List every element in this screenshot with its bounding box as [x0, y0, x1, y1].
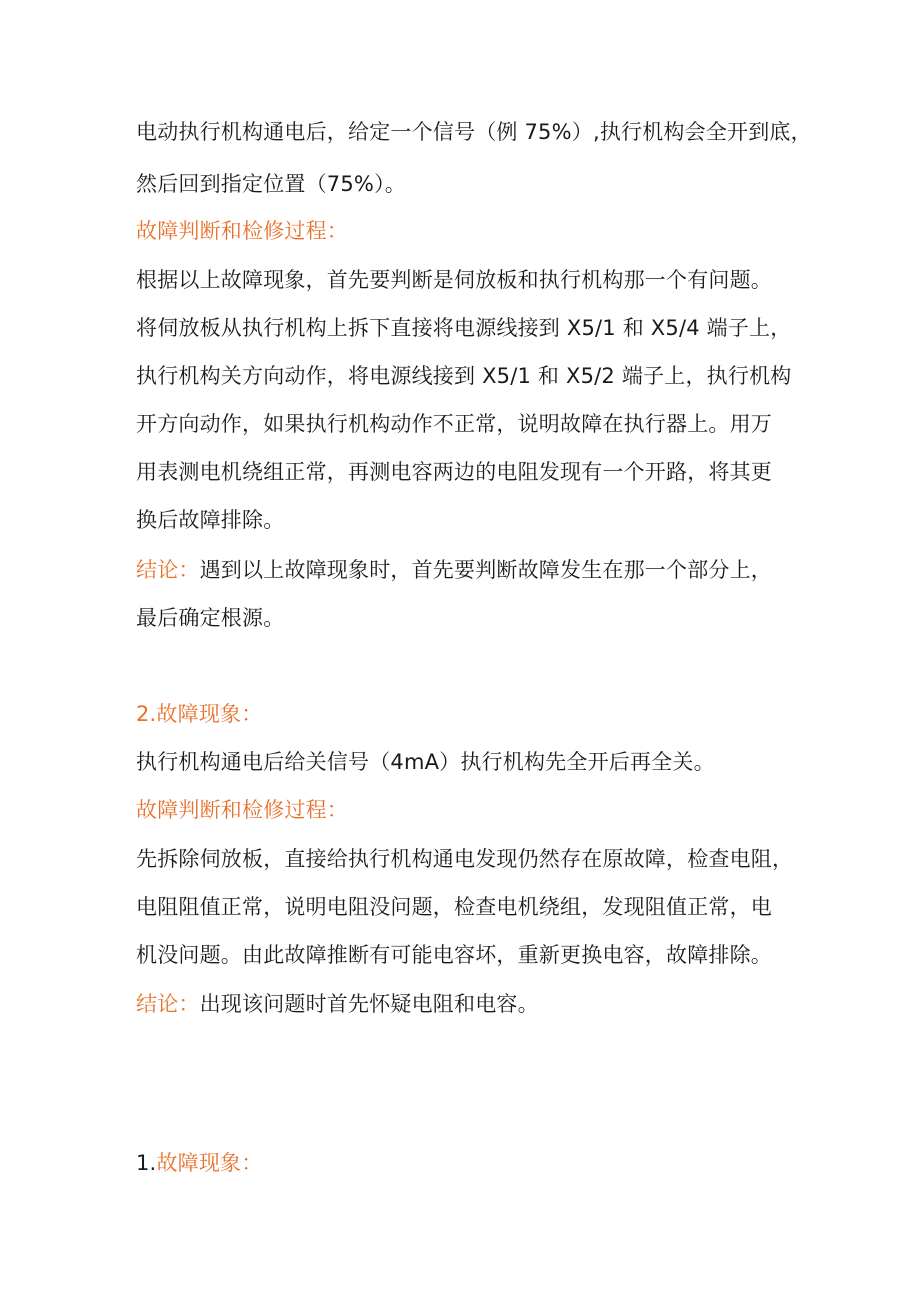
paragraph-line: 电动执行机构通电后，给定一个信号（例 75%）,执行机构会全开到底，	[136, 120, 812, 144]
paragraph-line: 执行机构关方向动作，将电源线接到 X5/1 和 X5/2 端子上，执行机构	[136, 364, 792, 388]
conclusion-label: 结论：	[136, 558, 200, 582]
paragraph-line: 先拆除伺放板，直接给执行机构通电发现仍然存在原故障，检查电阻，	[136, 847, 794, 871]
section-heading-symptom: 2.故障现象：	[136, 702, 263, 726]
paragraph-line: 最后确定根源。	[136, 606, 285, 630]
conclusion-label: 结论：	[136, 992, 200, 1016]
paragraph-line: 电阻阻值正常，说明电阻没问题，检查电机绕组，发现阻值正常，电	[136, 895, 772, 919]
conclusion-line	[136, 556, 796, 584]
conclusion-text: 遇到以上故障现象时，首先要判断故障发生在那一个部分上，	[199, 558, 773, 582]
paragraph-line: 开方向动作，如果执行机构动作不正常，说明故障在执行器上。用万	[136, 412, 772, 436]
conclusion-text: 出现该问题时首先怀疑电阻和电容。	[199, 992, 539, 1016]
paragraph-line: 将伺放板从执行机构上拆下直接将电源线接到 X5/1 和 X5/4 端子上，	[136, 316, 792, 340]
paragraph-line: 换后故障排除。	[136, 508, 285, 532]
section-number: 1.	[136, 1151, 157, 1175]
paragraph-line: 执行机构通电后给关信号（4mA）执行机构先全开后再全关。	[136, 750, 715, 774]
paragraph-line: 根据以上故障现象，首先要判断是伺放板和执行机构那一个有问题。	[136, 268, 772, 292]
section-heading-symptom	[136, 1149, 796, 1177]
paragraph-line: 然后回到指定位置（75%）。	[136, 172, 406, 196]
conclusion-line	[136, 990, 796, 1018]
paragraph-line: 用表测电机绕组正常，再测电容两边的电阻发现有一个开路，将其更	[136, 460, 772, 484]
section-heading-process: 故障判断和检修过程：	[136, 219, 348, 243]
section-heading-process: 故障判断和检修过程：	[136, 798, 348, 822]
section-heading-text: 故障现象：	[156, 1151, 263, 1175]
paragraph-line: 机没问题。由此故障推断有可能电容坏，重新更换电容，故障排除。	[136, 943, 772, 967]
